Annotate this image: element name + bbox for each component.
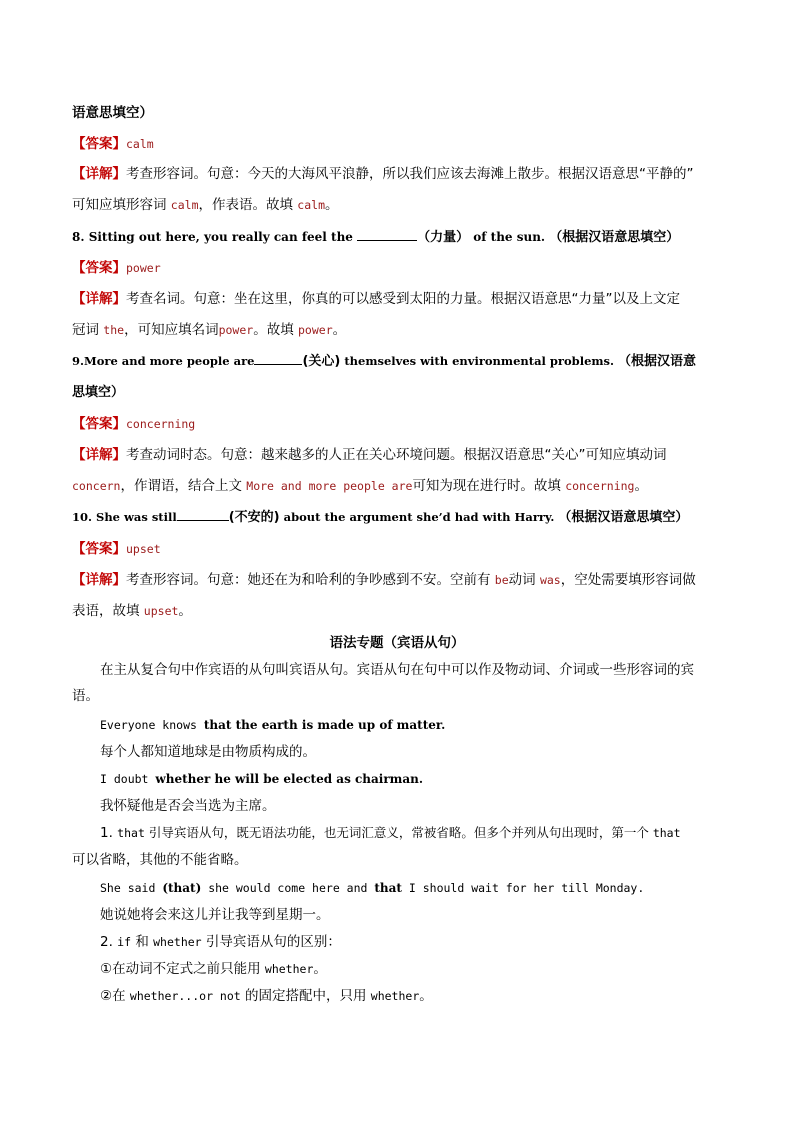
detail-label: 【详解】 [72, 166, 126, 182]
example-2-translation: 我怀疑他是否会当选为主席。 [100, 798, 276, 814]
grammar-section-title: 语法专题（宾语从句） [329, 635, 465, 651]
answer-blank [177, 508, 229, 521]
q10-detail-line1: 【详解】考查形容词。句意：她还在为和哈利的争吵感到不安。空前有 be动词 was，空处需要填形容词做 [72, 572, 696, 588]
q7-question-tail: 语意思填空） [72, 105, 153, 121]
answer-label: 【答案】 [72, 136, 126, 152]
rule-1: ①在动词不定式之前只能用 whether。 [100, 961, 327, 977]
answer-blank [254, 352, 302, 365]
answer-value: calm [126, 137, 154, 151]
q8-question: 8. Sitting out here, you really can feel the （力量） of the sun. （根据汉语意思填空） [72, 230, 680, 245]
q10-question: 10. She was still (不安的) about the argument she’d had with Harry. （根据汉语意思填空） [72, 510, 689, 525]
point-2-heading: 2. if 和 whether 引导宾语从句的区别： [100, 934, 341, 950]
example-3: She said (that) she would come here and that I should wait for her till Monday. [100, 881, 645, 895]
point-1-line1: 1. that 引导宾语从句，既无语法功能，也无词汇意义，常被省略。但多个并列从句出现时，第一个 that [100, 825, 681, 841]
q7-answer [72, 135, 722, 154]
point-1-line2: 可以省略，其他的不能省略。 [72, 852, 248, 868]
q7-detail-line1: 【详解】考查形容词。句意：今天的大海风平浪静，所以我们应该去海滩上散步。根据汉语意思“平静的” [72, 166, 694, 182]
q7-detail-line2: 可知应填形容词 calm，作表语。故填 calm。 [72, 197, 339, 213]
q9-question: 9.More and more people are (关心) themselves with environmental problems. （根据汉语意 [72, 354, 697, 369]
q9-question-line2: 思填空） [72, 385, 125, 400]
q9-detail-line1: 【详解】考查动词时态。句意：越来越多的人正在关心环境问题。根据汉语意思“关心”可知应填动词 [72, 447, 667, 463]
q8-detail-line2: 冠词 the，可知应填名词power。故填 power。 [72, 322, 347, 338]
q9-detail-line2: concern，作谓语，结合上文 More and more people are可知为现在进行时。故填 concerning。 [72, 478, 648, 494]
answer-blank [357, 228, 417, 241]
q9-answer: 【答案】concerning [72, 416, 196, 432]
example-3-translation: 她说她将会来这儿并让我等到星期一。 [100, 907, 330, 923]
q8-answer: 【答案】power [72, 260, 161, 276]
example-1: Everyone knows that the earth is made up of matter. [100, 718, 446, 732]
q8-detail-line1: 【详解】考查名词。句意：坐在这里，你真的可以感受到太阳的力量。根据汉语意思“力量”以及上文定 [72, 291, 680, 307]
grammar-intro-line2: 语。 [72, 688, 99, 704]
example-2: I doubt whether he will be elected as chairman. [100, 772, 424, 786]
example-1-translation: 每个人都知道地球是由物质构成的。 [100, 744, 316, 760]
q10-answer: 【答案】upset [72, 541, 161, 557]
q10-detail-line2: 表语，故填 upset。 [72, 603, 192, 619]
rule-2: ②在 whether...or not 的固定搭配中，只用 whether。 [100, 988, 433, 1004]
grammar-intro-line1: 在主从复合句中作宾语的从句叫宾语从句。宾语从句在句中可以作及物动词、介词或一些形容词的宾 [100, 662, 694, 678]
